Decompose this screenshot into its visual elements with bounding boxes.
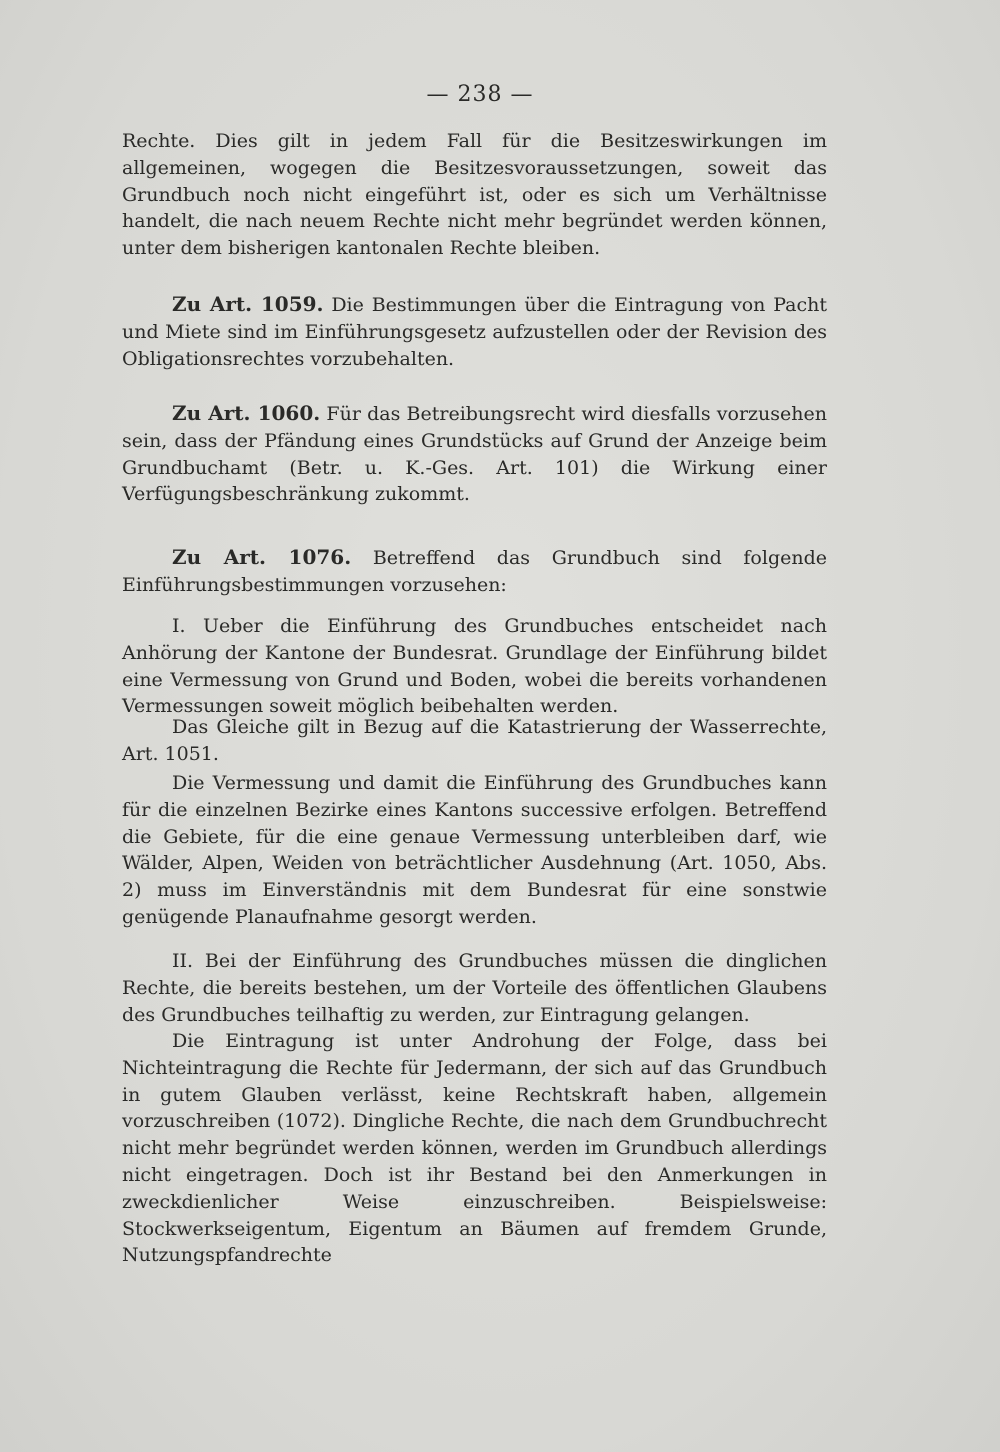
section-1-paragraph-3: Die Vermessung und damit die Einführung des Grundbuches kann für die einzelnen Bezirke eines Kantons successive erfolgen. Betreffend die Gebiete, für die eine genaue Vermessung unterbleiben darf, wie Wälder, Alpen, Weiden von beträchtlicher Ausdehnung (Art. 1050, Abs. 2) muss im Einverständnis mit dem Bundesrat für eine sonstwie genügende Planaufnahme gesorgt werden.: [122, 772, 827, 928]
section-1-p3-block: [122, 770, 827, 931]
article-1059-block: [122, 291, 827, 372]
article-1076-heading: Zu Art. 1076.: [172, 545, 352, 569]
section-2-block: [122, 948, 827, 1028]
page-number: — 238 —: [426, 82, 534, 107]
section-1-paragraph-1: I. Ueber die Einführung des Grundbuches entscheidet nach Anhörung der Kantone der Bundesrat. Grundlage der Einführung bildet eine Vermessung von Grund und Boden, wobei die bereits vorhandenen Vermessungen soweit möglich beibehalten werden.: [122, 615, 827, 718]
section-1-p2-block: [122, 714, 827, 768]
article-1059-heading: Zu Art. 1059.: [172, 292, 324, 316]
section-2-p2-block: [122, 1028, 827, 1269]
article-1059-text: Die Bestimmungen über die Eintragung von Pacht und Miete sind im Einführungsgesetz aufzustellen oder der Revision des Obligationsrechtes vorzubehalten.: [122, 294, 828, 370]
article-1060-heading: Zu Art. 1060.: [172, 401, 321, 425]
article-1076-paragraph: [122, 544, 827, 599]
intro-paragraph: Rechte. Dies gilt in jedem Fall für die Besitzeswirkungen im allgemeinen, wogegen die Besitzesvoraussetzungen, soweit das Grundbuch noch nicht eingeführt ist, oder es sich um Verhältnisse handelt, die nach neuem Rechte nicht mehr begründet werden können, unter dem bisherigen kantonalen Rechte bleiben.: [122, 130, 827, 260]
article-1060-text: Für das Betreibungsrecht wird diesfalls vorzusehen sein, dass der Pfändung eines Grundstücks auf Grund der Anzeige beim Grundbuchamt (Betr. u. K.-Ges. Art. 101) die Wirkung einer Verfügungsbeschränkung zukommt.: [122, 403, 827, 506]
section-1-block: [122, 613, 827, 720]
section-2-paragraph-2: Die Eintragung ist unter Androhung der Folge, dass bei Nichteintragung die Rechte für Jedermann, der sich auf das Grundbuch in gutem Glauben verlässt, keine Rechtskraft haben, allgemein vorzuschreiben (1072). Dingliche Rechte, die nach dem Grundbuchrecht nicht mehr begründet werden können, werden im Grundbuch allerdings nicht eingetragen. Doch ist ihr Bestand bei den Anmerkungen in zweckdienlicher Weise einzuschreiben. Beispielsweise: Stockwerkseigentum, Eigentum an Bäumen auf fremdem Grunde, Nutzungspfandrechte: [122, 1030, 827, 1267]
intro-paragraph-block: [122, 128, 827, 262]
article-1059-paragraph: [122, 291, 827, 372]
article-1060-block: [122, 400, 827, 508]
article-1076-text: Betreffend das Grundbuch sind folgende Einführungsbestimmungen vorzusehen:: [122, 547, 827, 596]
article-1060-paragraph: [122, 400, 827, 508]
section-2-paragraph-1: II. Bei der Einführung des Grundbuches müssen die dinglichen Rechte, die bereits bestehen, um der Vorteile des öffentlichen Glaubens des Grundbuches teilhaftig zu werden, zur Eintragung gelangen.: [122, 950, 827, 1026]
article-1076-block: [122, 544, 827, 599]
section-1-paragraph-2: Das Gleiche gilt in Bezug auf die Katastrierung der Wasserrechte, Art. 1051.: [122, 716, 827, 765]
